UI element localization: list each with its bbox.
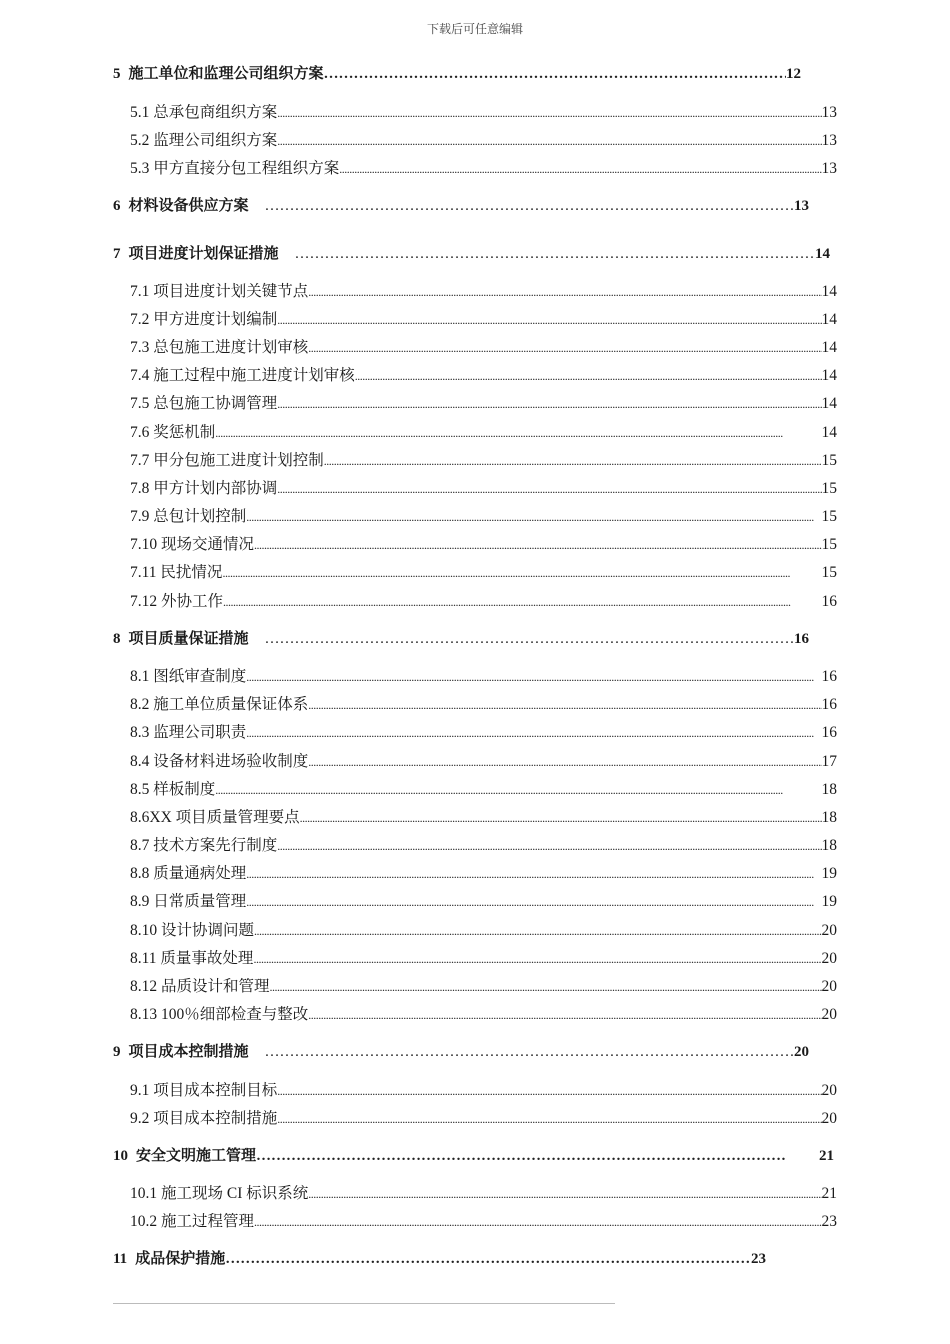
entry-title: 9.2 项目成本控制措施 <box>130 1110 278 1127</box>
page-number: 13 <box>821 104 837 121</box>
dot-leader <box>270 980 822 995</box>
dot-leader <box>300 811 822 826</box>
entry-title: 9.1 项目成本控制目标 <box>130 1082 278 1099</box>
page-number: 15 <box>821 564 837 581</box>
page-number: 20 <box>821 922 837 939</box>
dot-leader <box>254 538 821 553</box>
page-number: 21 <box>819 1148 834 1164</box>
entry-title: 7.12 外协工作 <box>130 593 224 610</box>
dot-leader <box>308 341 821 356</box>
toc-entry-8-7[interactable] <box>130 833 837 855</box>
entry-title: 8.5 样板制度 <box>130 781 216 798</box>
toc-entry-9-2[interactable] <box>130 1106 837 1128</box>
page-number: 18 <box>821 781 837 798</box>
section-number: 11 <box>113 1251 128 1267</box>
toc-entry-8-11[interactable] <box>130 946 837 968</box>
toc-entry-9-1[interactable] <box>130 1078 837 1100</box>
toc-entry-8-1[interactable] <box>130 664 837 686</box>
entry-title: 8.11 质量事故处理 <box>130 950 254 967</box>
page-number: 14 <box>821 283 837 300</box>
dot-leader <box>254 1215 821 1230</box>
entry-title: 10.2 施工过程管理 <box>130 1213 255 1230</box>
section-number: 7 <box>113 246 121 262</box>
page-number: 20 <box>821 1082 837 1099</box>
entry-title: 5.2 监理公司组织方案 <box>130 132 278 149</box>
dot-leader <box>277 106 821 121</box>
entry-title: 8.1 图纸审查制度 <box>130 668 247 685</box>
page-number: 23 <box>751 1251 766 1267</box>
footer-divider <box>113 1303 615 1304</box>
entry-title: 8.9 日常质量管理 <box>130 893 247 910</box>
dot-leader <box>256 1148 785 1165</box>
section-number: 10 <box>113 1148 128 1164</box>
entry-title: 8.12 品质设计和管理 <box>130 978 270 995</box>
page-number: 19 <box>821 865 837 882</box>
entry-title: 7.5 总包施工协调管理 <box>130 395 278 412</box>
dot-leader <box>277 313 821 328</box>
dot-leader <box>308 755 821 770</box>
toc-entry-7-1[interactable] <box>130 279 837 301</box>
entry-title: 8.8 质量通病处理 <box>130 865 247 882</box>
dot-leader <box>277 1084 821 1099</box>
entry-title: 7.2 甲方进度计划编制 <box>130 311 278 328</box>
toc-entry-8-4[interactable] <box>130 749 837 771</box>
dot-leader <box>265 1044 794 1061</box>
entry-title: 8.6XX 项目质量管理要点 <box>130 809 300 826</box>
entry-title: 7.10 现场交通情况 <box>130 536 255 553</box>
page-number: 13 <box>821 132 837 149</box>
section-number: 5 <box>113 66 121 82</box>
page-number: 15 <box>821 536 837 553</box>
page-number: 20 <box>821 950 837 967</box>
page-number: 16 <box>821 668 837 685</box>
entry-title: 8.13 100％细部检查与整改 <box>130 1006 309 1023</box>
toc-entry-7-5[interactable] <box>130 391 837 413</box>
toc-entry-10-2[interactable] <box>130 1209 837 1231</box>
toc-entry-7-3[interactable] <box>130 335 837 357</box>
toc-entry-8-8[interactable] <box>130 861 837 883</box>
page-number: 14 <box>815 246 830 262</box>
toc-section-6[interactable] <box>113 194 809 215</box>
dot-leader <box>277 482 821 497</box>
section-number: 8 <box>113 631 121 647</box>
dot-leader <box>225 1251 751 1268</box>
dot-leader <box>223 595 821 610</box>
dot-leader <box>246 726 821 741</box>
toc-entry-7-6[interactable] <box>130 420 837 442</box>
toc-entry-8-13[interactable] <box>130 1002 837 1024</box>
section-title: 项目质量保证措施 <box>128 631 249 647</box>
toc-entry-8-3[interactable] <box>130 720 837 742</box>
dot-leader <box>246 670 821 685</box>
entry-title: 7.8 甲方计划内部协调 <box>130 480 278 497</box>
toc-entry-7-9[interactable] <box>130 504 837 526</box>
dot-leader <box>246 867 821 882</box>
toc-section-10[interactable] <box>113 1144 834 1165</box>
page-header: 下载后可任意编辑 <box>426 22 523 36</box>
entry-title: 5.1 总承包商组织方案 <box>130 104 278 121</box>
page-number: 16 <box>821 724 837 741</box>
toc-entry-7-8[interactable] <box>130 476 837 498</box>
section-title: 施工单位和监理公司组织方案 <box>128 66 324 82</box>
toc-entry-7-11[interactable] <box>130 560 837 582</box>
entry-title: 8.10 设计协调问题 <box>130 922 255 939</box>
toc-entry-8-10[interactable] <box>130 918 837 940</box>
toc-section-9[interactable] <box>113 1040 809 1061</box>
toc-entry-8-6[interactable] <box>130 805 837 827</box>
toc-entry-7-12[interactable] <box>130 589 837 611</box>
dot-leader <box>277 839 821 854</box>
page-number: 20 <box>821 1006 837 1023</box>
page-number: 14 <box>821 339 837 356</box>
page-number: 12 <box>786 66 801 82</box>
toc-entry-8-9[interactable] <box>130 889 837 911</box>
dot-leader <box>308 285 821 300</box>
entry-title: 7.1 项目进度计划关键节点 <box>130 283 309 300</box>
entry-title: 8.7 技术方案先行制度 <box>130 837 278 854</box>
dot-leader <box>324 66 786 83</box>
page-number: 15 <box>821 452 837 469</box>
toc-section-7[interactable] <box>113 242 830 263</box>
page-number: 13 <box>821 160 837 177</box>
page-number: 18 <box>821 837 837 854</box>
dot-leader <box>277 134 821 149</box>
toc-section-5[interactable] <box>113 62 801 83</box>
page-number: 13 <box>794 198 809 214</box>
page-number: 20 <box>794 1044 809 1060</box>
section-number: 6 <box>113 198 121 214</box>
entry-title: 5.3 甲方直接分包工程组织方案 <box>130 160 340 177</box>
dot-leader <box>308 1008 821 1023</box>
toc-entry-5-1[interactable] <box>130 100 837 122</box>
toc-entry-7-4[interactable] <box>130 363 837 385</box>
page-number: 18 <box>821 809 837 826</box>
section-title: 项目成本控制措施 <box>128 1044 249 1060</box>
toc-entry-10-1[interactable] <box>130 1181 837 1203</box>
dot-leader <box>222 566 821 581</box>
page-number: 21 <box>821 1185 837 1202</box>
entry-title: 7.3 总包施工进度计划审核 <box>130 339 309 356</box>
page-number: 14 <box>821 395 837 412</box>
section-title: 成品保护措施 <box>135 1251 226 1267</box>
dot-leader <box>277 397 821 412</box>
entry-title: 8.2 施工单位质量保证体系 <box>130 696 309 713</box>
entry-title: 8.3 监理公司职责 <box>130 724 247 741</box>
dot-leader <box>355 369 822 384</box>
toc-entry-8-2[interactable] <box>130 692 837 714</box>
page-number: 16 <box>821 696 837 713</box>
entry-title: 7.7 甲分包施工进度计划控制 <box>130 452 324 469</box>
entry-title: 7.4 施工过程中施工进度计划审核 <box>130 367 355 384</box>
entry-title: 7.11 民扰情况 <box>130 564 223 581</box>
toc-entry-7-10[interactable] <box>130 532 837 554</box>
dot-leader <box>295 246 815 263</box>
page-number: 19 <box>821 893 837 910</box>
page-number: 17 <box>821 753 837 770</box>
toc-entry-8-5[interactable] <box>130 777 837 799</box>
dot-leader <box>253 952 821 967</box>
dot-leader <box>246 510 821 525</box>
section-title: 安全文明施工管理 <box>136 1148 257 1164</box>
dot-leader <box>265 631 794 648</box>
dot-leader <box>339 162 821 177</box>
dot-leader <box>265 198 794 215</box>
dot-leader <box>308 698 821 713</box>
page-number: 14 <box>821 424 837 441</box>
dot-leader <box>308 1187 821 1202</box>
entry-title: 8.4 设备材料进场验收制度 <box>130 753 309 770</box>
dot-leader <box>246 895 821 910</box>
entry-title: 7.9 总包计划控制 <box>130 508 247 525</box>
section-number: 9 <box>113 1044 121 1060</box>
toc-entry-5-2[interactable] <box>130 128 837 150</box>
toc-entry-5-3[interactable] <box>130 156 837 178</box>
dot-leader <box>277 1112 821 1127</box>
page-number: 23 <box>821 1213 837 1230</box>
toc-entry-8-12[interactable] <box>130 974 837 996</box>
toc-entry-7-2[interactable] <box>130 307 837 329</box>
entry-title: 7.6 奖惩机制 <box>130 424 216 441</box>
page-number: 20 <box>821 1110 837 1127</box>
page-number: 16 <box>794 631 809 647</box>
page-number: 14 <box>821 311 837 328</box>
dot-leader <box>254 924 821 939</box>
section-title: 材料设备供应方案 <box>128 198 249 214</box>
page-number: 15 <box>821 480 837 497</box>
dot-leader <box>215 783 821 798</box>
page-number: 14 <box>821 367 837 384</box>
dot-leader <box>324 454 822 469</box>
page-number: 20 <box>821 978 837 995</box>
toc-section-11[interactable] <box>113 1247 766 1268</box>
toc-entry-7-7[interactable] <box>130 448 837 470</box>
dot-leader <box>215 426 821 441</box>
entry-title: 10.1 施工现场 CI 标识系统 <box>130 1185 309 1202</box>
page-number: 16 <box>821 593 837 610</box>
section-title: 项目进度计划保证措施 <box>128 246 279 262</box>
toc-section-8[interactable] <box>113 627 809 648</box>
page-number: 15 <box>821 508 837 525</box>
